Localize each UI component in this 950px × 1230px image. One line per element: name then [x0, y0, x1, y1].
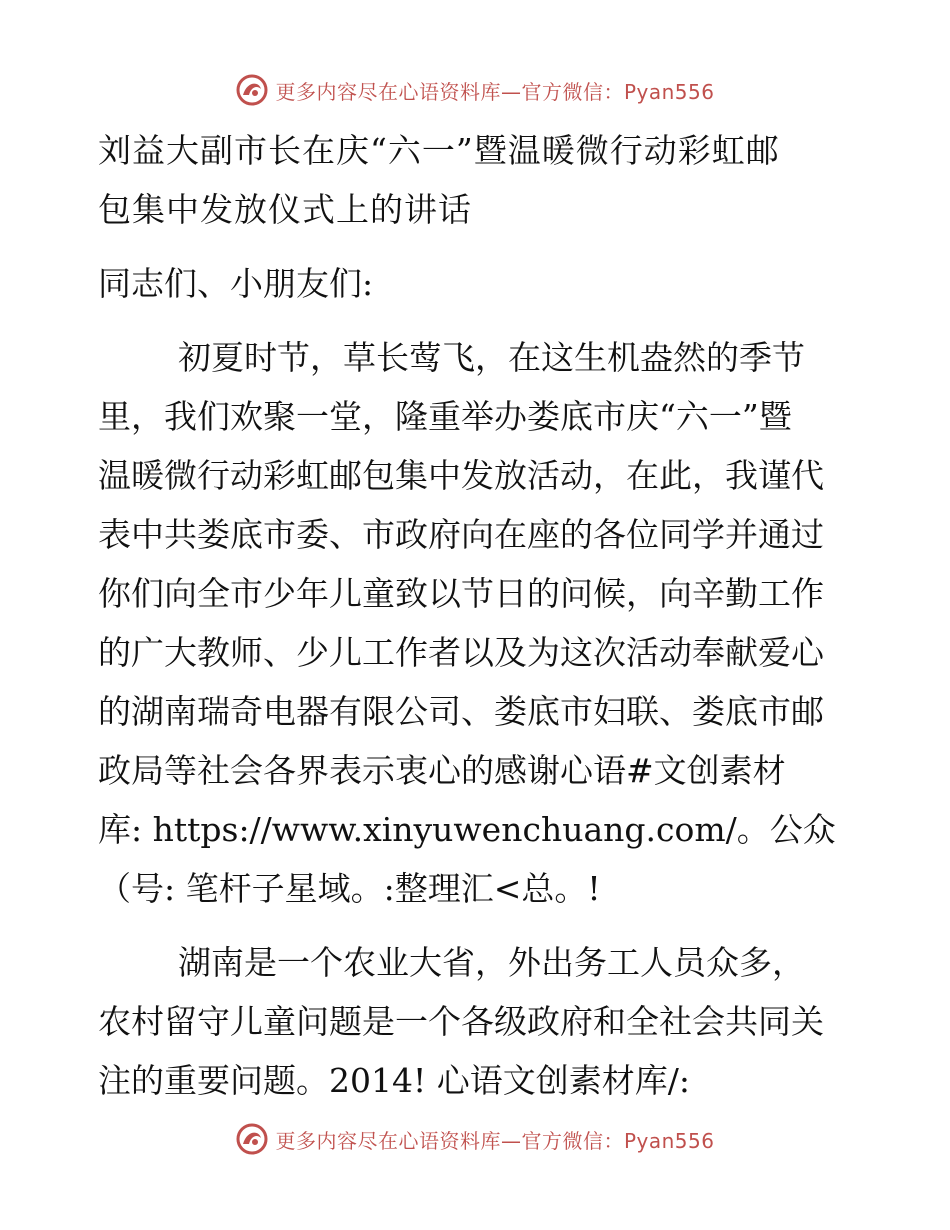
paragraph-line: 表中共娄底市委、市政府向在座的各位同学并通过: [98, 515, 824, 554]
paragraph-line: 温暖微行动彩虹邮包集中发放活动，在此，我谨代: [98, 456, 824, 495]
document-body: [98, 121, 858, 1110]
title-line: 包集中发放仪式上的讲话: [98, 190, 472, 229]
paragraph-line: 湖南是一个农业大省，外出务工人员众多，: [178, 943, 805, 982]
paragraph-line: （号: 笔杆子星域。:整理汇<总。!: [98, 869, 601, 908]
paragraph-line: 的广大教师、少儿工作者以及为这次活动奉献爱心: [98, 633, 824, 672]
swirl-logo-icon: [235, 73, 269, 107]
paragraph-line: 注的重要问题。2014! 心语文创素材库/:: [98, 1061, 690, 1100]
paragraph-line: 你们向全市少年儿童致以节日的问候，向辛勤工作: [98, 574, 824, 613]
paragraph-line: 初夏时节，草长莺飞，在这生机盎然的季节: [178, 338, 805, 377]
paragraph-line: 库: https://www.xinyuwenchuang.com/。公众: [98, 810, 836, 849]
header-banner: [0, 70, 950, 110]
paragraph-line: 农村留守儿童问题是一个各级政府和全社会共同关: [98, 1002, 824, 1041]
footer-banner-text: 更多内容尽在心语资料库—官方微信：Pyan556: [275, 1128, 715, 1153]
header-banner-text: 更多内容尽在心语资料库—官方微信：Pyan556: [275, 79, 715, 104]
paragraph-line: 里，我们欢聚一堂，隆重举办娄底市庆“六一”暨: [98, 397, 792, 436]
swirl-logo-icon: [235, 1122, 269, 1156]
paragraph-line: 的湖南瑞奇电器有限公司、娄底市妇联、娄底市邮: [98, 692, 824, 731]
paragraph-line: 政局等社会各界表示衷心的感谢心语#文创素材: [98, 751, 786, 790]
greeting: 同志们、小朋友们:: [98, 264, 374, 303]
title-line: 刘益大副市长在庆“六一”暨温暖微行动彩虹邮: [98, 131, 780, 170]
footer-banner: [0, 1119, 950, 1159]
